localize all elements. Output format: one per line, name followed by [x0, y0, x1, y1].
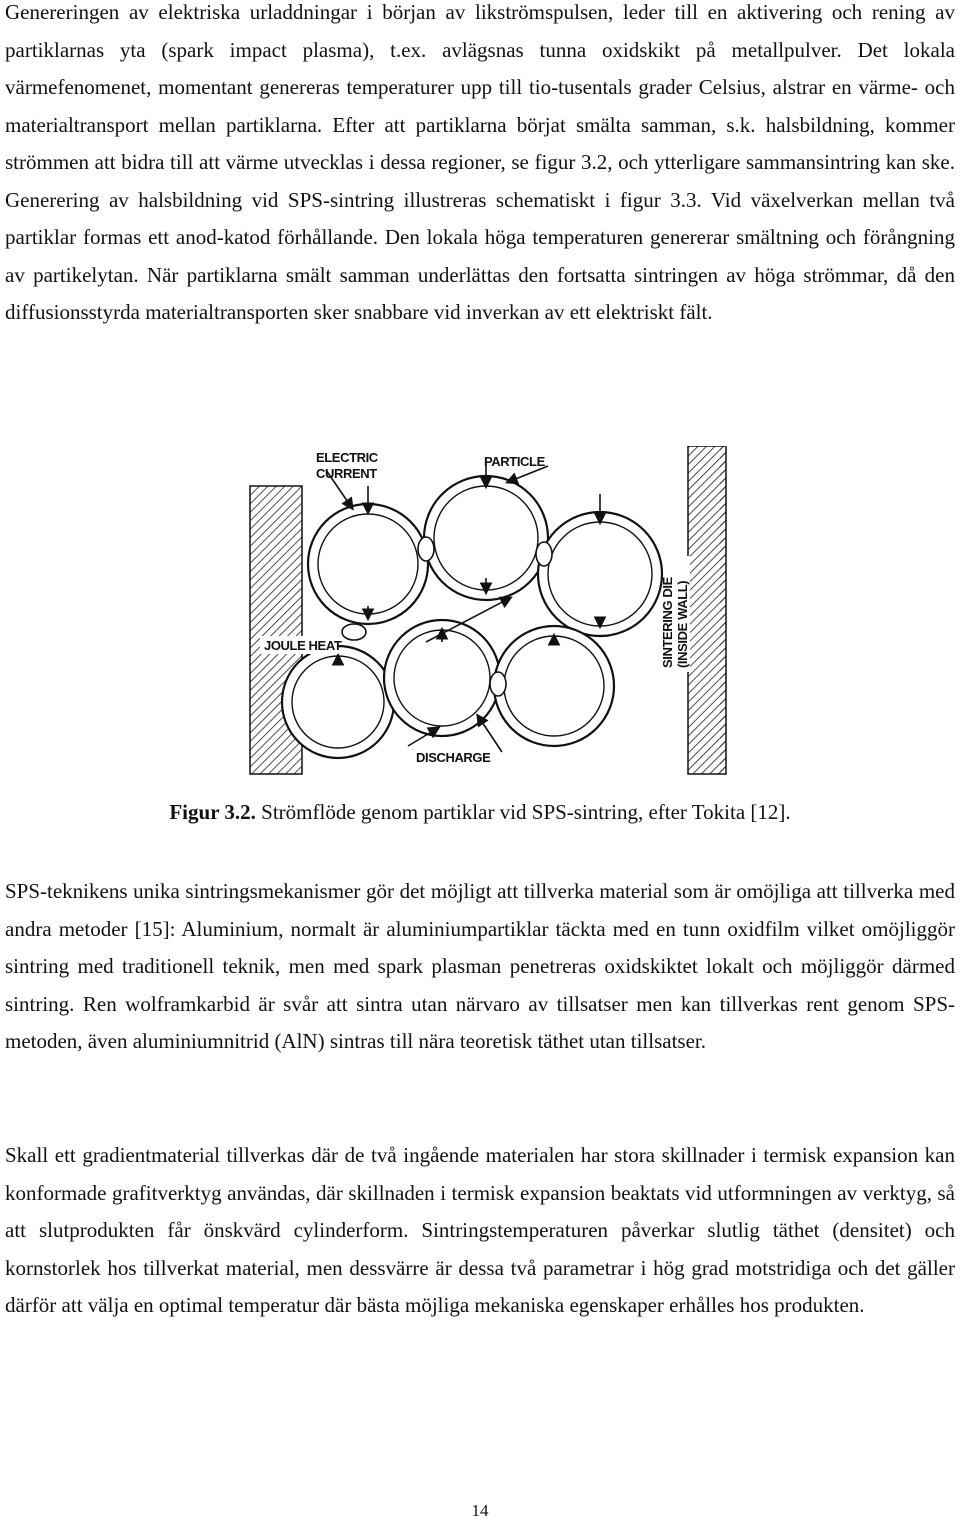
label-current: CURRENT: [316, 466, 377, 481]
paragraph-3: Skall ett gradientmaterial tillverkas där de två ingående materialen har stora skillnader i termisk expansion kan konformade grafitverktyg användas, där skillnaden i termisk expansion beaktats vid utformningen av verktyg, så att slutprodukten får önskvärd cylinderform. Sintringstemperaturen påverkar slutlig täthet (densitet) och kornstorlek hos tillverkat material, men dessvärre är dessa två parametrar i hög grad motstridiga och det gäller därför att välja en optimal temperatur där bästa möjliga mekaniska egenskaper erhålles hos produkten.: [5, 1143, 955, 1317]
page-number: 14: [471, 1501, 489, 1520]
label-sintering-die: SINTERING DIE: [660, 577, 675, 668]
figure-sps-current-flow: [248, 446, 728, 776]
label-discharge: DISCHARGE: [416, 750, 491, 765]
label-electric: ELECTRIC: [316, 450, 378, 465]
figure-caption: [0, 800, 960, 825]
die-wall-right: [688, 446, 726, 774]
caption-label: Figur 3.2.: [169, 800, 256, 824]
figure-diagram: [248, 446, 728, 776]
paragraph-1: Genereringen av elektriska urladdningar i början av likströmspulsen, leder till en aktivering och rening av partiklarnas yta (spark impact plasma), t.ex. avlägsnas tunna oxidskikt på metallpulver. Det lokala värmefenomenet, momentant genereras temperaturer upp till tio-tusentals grader Celsius, alstrar en värme- och materialtransport mellan partiklarna. Efter att partiklarna börjat smälta samman, s.k. halsbildning, kommer strömmen att bidra till att värme utvecklas i dessa regioner, se figur 3.2, och ytterligare sammansintring kan ske. Generering av halsbildning vid SPS-sintring illustreras schematiskt i figur 3.3. Vid växelverkan mellan två partiklar formas ett anod-katod förhållande. Den lokala höga temperaturen genererar smältning och förångning av partikelytan. När partiklarna smält samman underlättas den fortsatta sintringen av höga strömmar, då den diffusionsstyrda materialtransporten sker snabbare vid inverkan av ett elektriskt fält.: [5, 0, 955, 324]
particle-3: [538, 512, 662, 636]
particle-6: [494, 626, 614, 746]
label-particle: PARTICLE: [484, 454, 545, 469]
caption-text: Strömflöde genom partiklar vid SPS-sintring, efter Tokita [12].: [255, 800, 791, 824]
label-joule-heat: JOULE HEAT: [264, 638, 342, 653]
label-inside-wall: (INSIDE WALL): [675, 580, 690, 668]
paragraph-2: SPS-teknikens unika sintringsmekanismer gör det möjligt att tillverka material som är omöjliga att tillverka med andra metoder [15]: Aluminium, normalt är aluminiumpartiklar täckta med en tunn oxidfilm vilket omöjliggör sintring med traditionell teknik, men med spark plasman penetreras oxidskiktet lokalt och möjliggör därmed sintring. Ren wolframkarbid är svår att sintra utan närvaro av tillsatser men kan tillverkas rent genom SPS-metoden, även aluminiumnitrid (AlN) sintras till nära teoretisk täthet utan tillsatser.: [5, 879, 955, 1053]
